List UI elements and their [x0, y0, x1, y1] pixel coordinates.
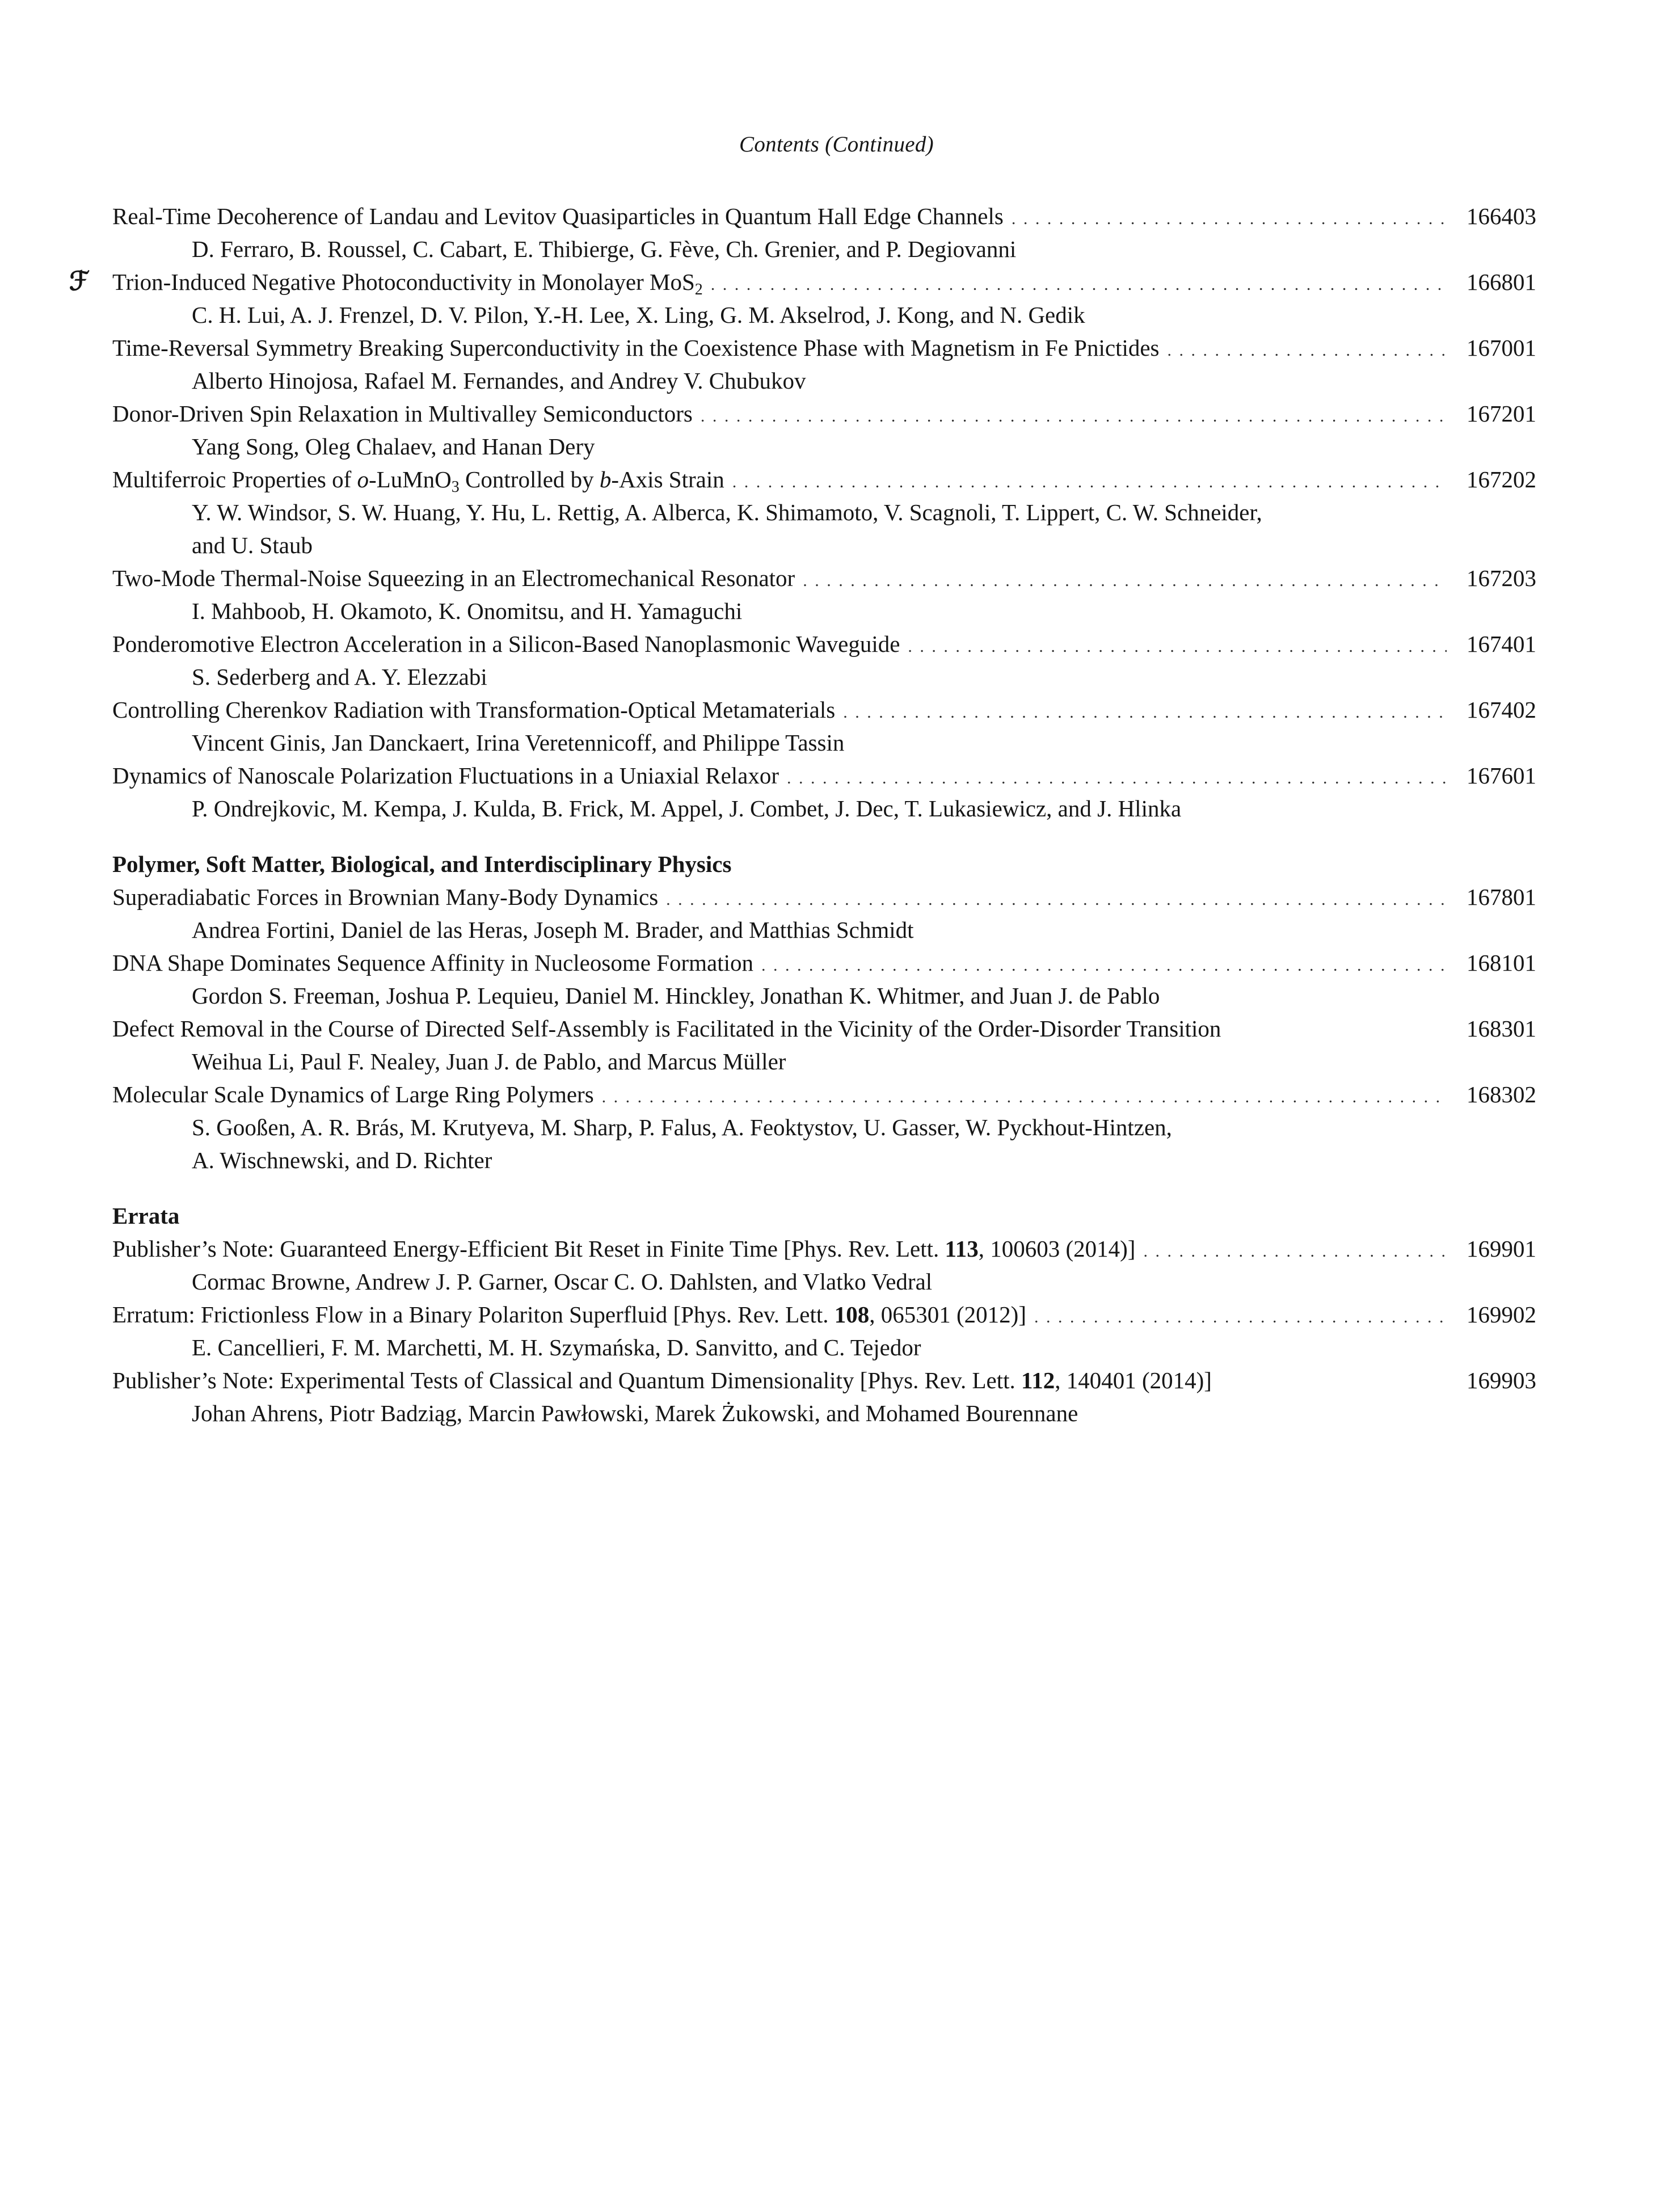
leader-dots: [732, 466, 1447, 499]
article-title-link[interactable]: [112, 331, 1160, 364]
article-title-link[interactable]: [112, 562, 795, 595]
article-page-number[interactable]: 169903: [1466, 1367, 1536, 1393]
article-authors: and U. Staub: [192, 532, 313, 558]
toc-entry[interactable]: [112, 627, 1536, 693]
entry-title-line: [112, 463, 1536, 496]
article-page-number[interactable]: 167201: [1466, 401, 1536, 427]
leader-dots: [1012, 203, 1447, 235]
article-title-part: DNA Shape Dominates Sequence Affinity in Nucleosome Formation: [112, 950, 753, 976]
leader-dots: [1034, 1301, 1447, 1334]
article-title-link[interactable]: [112, 627, 900, 660]
toc-entry[interactable]: [112, 946, 1536, 1012]
article-page-number[interactable]: 168101: [1466, 950, 1536, 976]
entry-title-line: [112, 562, 1536, 595]
article-authors: Vincent Ginis, Jan Danckaert, Irina Veretennicoff, and Philippe Tassin: [192, 730, 845, 756]
leader-dots: [1168, 334, 1447, 367]
entry-title-line: [112, 880, 1536, 913]
article-title-part: o: [357, 466, 369, 492]
article-title-link[interactable]: [112, 1364, 1212, 1397]
leader-dots: [843, 696, 1447, 729]
toc-entry[interactable]: [112, 693, 1536, 759]
toc-entry[interactable]: [112, 331, 1536, 397]
article-page-number[interactable]: 167402: [1466, 697, 1536, 723]
article-title-part: Erratum: Frictionless Flow in a Binary Polariton Superfluid [Phys. Rev. Lett.: [112, 1301, 835, 1328]
article-page-number[interactable]: 169901: [1466, 1236, 1536, 1262]
article-page-number[interactable]: 168301: [1466, 1016, 1536, 1042]
article-page-number[interactable]: 167801: [1466, 884, 1536, 910]
entry-title-line: [69, 266, 1536, 298]
article-authors: I. Mahboob, H. Okamoto, K. Onomitsu, and H. Yamaguchi: [192, 598, 743, 624]
article-title-part: Defect Removal in the Course of Directed Self-Assembly is Facilitated in the Vicinity of the Order-Disorder Transition: [112, 1016, 1221, 1042]
toc-entry[interactable]: [69, 266, 1536, 331]
article-authors: Alberto Hinojosa, Rafael M. Fernandes, and Andrey V. Chubukov: [192, 368, 806, 394]
leader-dots: [761, 949, 1447, 982]
toc-entry[interactable]: [112, 397, 1536, 463]
leader-dots: [803, 564, 1447, 597]
article-title-link[interactable]: [112, 266, 703, 298]
article-title-part: Real-Time Decoherence of Landau and Levitov Quasiparticles in Quantum Hall Edge Channels: [112, 203, 1004, 229]
article-title-link[interactable]: [112, 397, 693, 430]
leader-dots: [711, 268, 1447, 301]
article-authors: Johan Ahrens, Piotr Badziąg, Marcin Pawłowski, Marek Żukowski, and Mohamed Bourennane: [192, 1400, 1078, 1426]
entry-title-line: [112, 1078, 1536, 1111]
article-title-part: Trion-Induced Negative Photoconductivity in Monolayer MoS: [112, 269, 695, 295]
toc-entry[interactable]: [112, 562, 1536, 627]
leader-dots: [666, 883, 1447, 916]
article-title-part: Time-Reversal Symmetry Breaking Superconductivity in the Coexistence Phase with Magnetism in Fe Pnictides: [112, 335, 1160, 361]
leader-dots: [602, 1081, 1447, 1114]
article-page-number[interactable]: 167401: [1466, 631, 1536, 657]
article-title-part: Publisher’s Note: Guaranteed Energy-Efficient Bit Reset in Finite Time [Phys. Rev. Lett.: [112, 1236, 945, 1262]
article-title-link[interactable]: [112, 946, 753, 979]
toc-entry[interactable]: [112, 1364, 1536, 1430]
article-authors: Gordon S. Freeman, Joshua P. Lequieu, Daniel M. Hinckley, Jonathan K. Whitmer, and Juan J. de Pablo: [192, 983, 1160, 1009]
leader-dots: [701, 400, 1447, 433]
article-title-part: , 140401 (2014)]: [1055, 1367, 1212, 1393]
article-authors: S. Sederberg and A. Y. Elezzabi: [192, 664, 487, 690]
section-heading: Errata: [112, 1203, 180, 1229]
article-authors: C. H. Lui, A. J. Frenzel, D. V. Pilon, Y.-H. Lee, X. Ling, G. M. Akselrod, J. Kong, and N. Gedik: [192, 302, 1085, 328]
article-title-part: 108: [834, 1301, 870, 1328]
toc-entry[interactable]: [112, 759, 1536, 825]
article-title-part: Superadiabatic Forces in Brownian Many-Body Dynamics: [112, 884, 659, 910]
article-page-number[interactable]: 167203: [1466, 565, 1536, 591]
article-title-link[interactable]: [112, 463, 724, 496]
article-title-link[interactable]: [112, 1012, 1221, 1045]
article-title-part: Two-Mode Thermal-Noise Squeezing in an Electromechanical Resonator: [112, 565, 795, 591]
article-title-part: -LuMnO: [369, 466, 452, 492]
article-authors: E. Cancellieri, F. M. Marchetti, M. H. Szymańska, D. Sanvitto, and C. Tejedor: [192, 1334, 921, 1360]
article-title-part: , 065301 (2012)]: [869, 1301, 1026, 1328]
toc-entry[interactable]: [112, 463, 1536, 562]
article-title-link[interactable]: [112, 200, 1004, 233]
entry-title-line: [112, 1364, 1536, 1397]
article-title-part: 3: [451, 478, 460, 496]
entry-title-line: [112, 693, 1536, 726]
entry-title-line: [112, 1298, 1536, 1331]
article-page-number[interactable]: 168302: [1466, 1081, 1536, 1107]
toc-entry[interactable]: [112, 200, 1536, 266]
article-title-part: Controlled by: [459, 466, 600, 492]
article-page-number[interactable]: 167001: [1466, 335, 1536, 361]
article-authors: A. Wischnewski, and D. Richter: [192, 1147, 492, 1173]
entry-title-line: [112, 627, 1536, 660]
article-title-part: Multiferroic Properties of: [112, 466, 357, 492]
entry-title-line: [112, 1012, 1536, 1045]
article-authors: S. Gooßen, A. R. Brás, M. Krutyeva, M. Sharp, P. Falus, A. Feoktystov, U. Gasser, W. Pyckhout-Hintzen,: [192, 1114, 1172, 1140]
leader-dots: [1143, 1235, 1447, 1268]
article-title-link[interactable]: [112, 880, 658, 913]
entry-title-line: [112, 331, 1536, 364]
article-title-part: 112: [1021, 1367, 1055, 1393]
running-head: Contents (Continued): [739, 132, 934, 157]
article-authors: Weihua Li, Paul F. Nealey, Juan J. de Pablo, and Marcus Müller: [192, 1048, 786, 1075]
section-heading: Polymer, Soft Matter, Biological, and Interdisciplinary Physics: [112, 851, 732, 877]
article-page-number[interactable]: 167601: [1466, 762, 1536, 789]
article-title-part: Controlling Cherenkov Radiation with Transformation-Optical Metamaterials: [112, 697, 836, 723]
article-authors: Andrea Fortini, Daniel de las Heras, Joseph M. Brader, and Matthias Schmidt: [192, 917, 914, 943]
article-authors: Y. W. Windsor, S. W. Huang, Y. Hu, L. Rettig, A. Alberca, K. Shimamoto, V. Scagnoli, T. Lippert, C. W. Schneider,: [192, 499, 1262, 525]
table-of-contents: [69, 200, 1536, 1430]
leader-dots: [787, 762, 1447, 795]
article-title-part: , 100603 (2014)]: [978, 1236, 1136, 1262]
toc-entry[interactable]: [112, 880, 1536, 946]
entry-title-line: [112, 200, 1536, 233]
article-title-part: Dynamics of Nanoscale Polarization Fluctuations in a Uniaxial Relaxor: [112, 762, 779, 789]
article-authors: P. Ondrejkovic, M. Kempa, J. Kulda, B. Frick, M. Appel, J. Combet, J. Dec, T. Lukasiewicz, and J. Hlinka: [192, 795, 1182, 821]
article-title-part: 2: [694, 281, 703, 298]
article-title-link[interactable]: [112, 1078, 594, 1111]
article-title-part: 113: [945, 1236, 979, 1262]
article-title-link[interactable]: [112, 1298, 1026, 1331]
article-page-number[interactable]: 169902: [1466, 1301, 1536, 1328]
article-title-part: Molecular Scale Dynamics of Large Ring Polymers: [112, 1081, 594, 1107]
entry-title-line: [112, 397, 1536, 430]
featured-article-icon: ℱ: [69, 267, 90, 296]
article-title-part: -Axis Strain: [611, 466, 724, 492]
article-authors: Cormac Browne, Andrew J. P. Garner, Oscar C. O. Dahlsten, and Vlatko Vedral: [192, 1269, 933, 1295]
toc-entry[interactable]: [112, 1232, 1536, 1298]
leader-dots: [908, 630, 1447, 663]
toc-entry[interactable]: [112, 1298, 1536, 1364]
entry-title-line: [112, 759, 1536, 792]
article-title-part: b: [599, 466, 612, 492]
toc-entry[interactable]: [112, 1012, 1536, 1078]
article-authors: Yang Song, Oleg Chalaev, and Hanan Dery: [192, 433, 595, 460]
article-page-number[interactable]: 167202: [1466, 466, 1536, 492]
article-title-link[interactable]: [112, 693, 835, 726]
entry-title-line: [112, 946, 1536, 979]
article-title-link[interactable]: [112, 759, 779, 792]
article-title-part: Ponderomotive Electron Acceleration in a Silicon-Based Nanoplasmonic Waveguide: [112, 631, 900, 657]
entry-title-line: [112, 1232, 1536, 1265]
article-title-link[interactable]: [112, 1232, 1135, 1265]
article-page-number[interactable]: 166801: [1466, 269, 1536, 295]
article-page-number[interactable]: 166403: [1466, 203, 1536, 229]
article-title-part: Publisher’s Note: Experimental Tests of Classical and Quantum Dimensionality [Phys. Rev. Lett.: [112, 1367, 1021, 1393]
article-title-part: Donor-Driven Spin Relaxation in Multivalley Semiconductors: [112, 401, 693, 427]
toc-entry[interactable]: [112, 1078, 1536, 1177]
article-authors: D. Ferraro, B. Roussel, C. Cabart, E. Thibierge, G. Fève, Ch. Grenier, and P. Degiovanni: [192, 236, 1017, 262]
